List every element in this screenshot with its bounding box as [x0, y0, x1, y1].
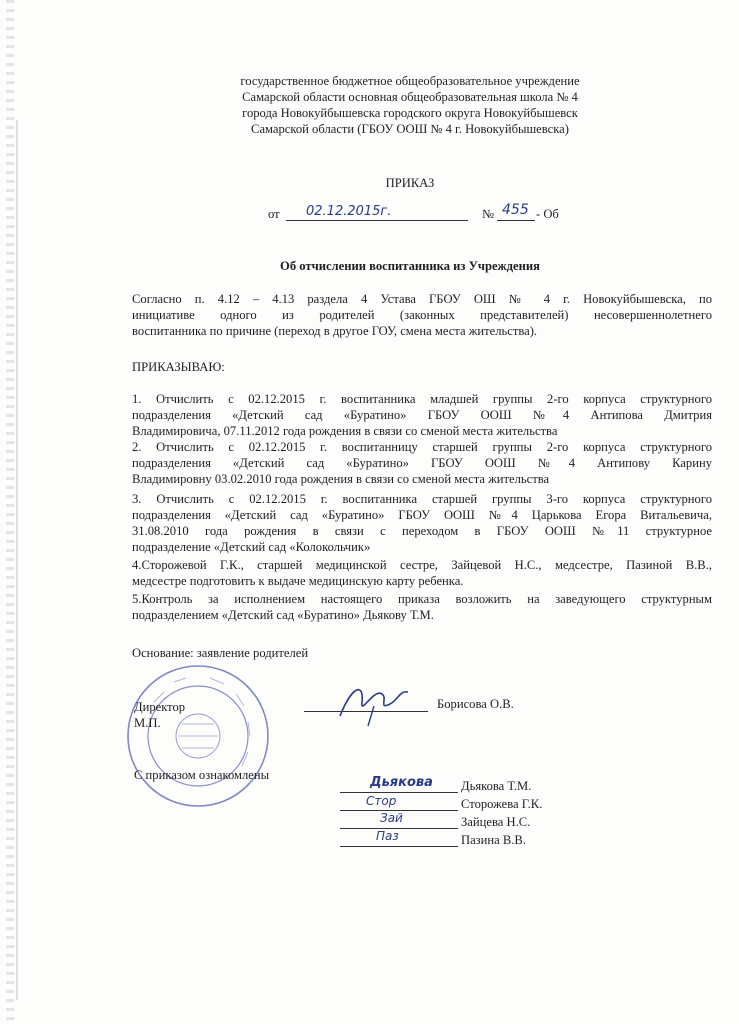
item-line: подразделения «Детский сад «Буратино» ГБОУ ООШ №4 Антипова Дмитрия — [132, 408, 712, 422]
stamp-lettering-marks — [154, 678, 250, 766]
preamble-line-1: Согласно п. 4.12 – 4.13 раздела 4 Устава ГБОУ ОШ № 4 г. Новокуйбышевска, по — [132, 292, 712, 306]
order-word: ПРИКАЗЫВАЮ: — [132, 360, 225, 374]
item-line: подразделением «Детский сад «Буратино» Дьякову Т.М. — [132, 608, 434, 622]
stamp-seal — [124, 662, 272, 810]
basis-line: Основание: заявление родителей — [132, 646, 309, 660]
date-underline — [286, 220, 468, 221]
header-line-3: города Новокуйбышевска городского округа Новокуйбышевск — [242, 106, 578, 120]
item-line: 1. Отчислить с 02.12.2015 г. воспитанника младшей группы 2-го корпуса структурного — [132, 392, 712, 406]
item-line: 3. Отчислить с 02.12.2015 г. воспитанника старшей группы 3-го корпуса структурного — [132, 492, 712, 506]
header-line-4: Самарской области (ГБОУ ООШ № 4 г. Новокуйбышевска) — [251, 122, 569, 136]
item-line: подразделения «Детский сад «Буратино» ГБОУ ООШ №4 Царькова Егора Витальевича, — [132, 508, 712, 522]
preamble-line-2: инициативе одного из родителей (законных представителей) несовершеннолетнего — [132, 308, 712, 322]
scan-edge — [6, 0, 14, 1024]
number-label: № — [482, 207, 495, 221]
acquaint-sign-1: Дьякова — [370, 775, 433, 790]
preamble-line-3: воспитанника по причине (переход в другое ГОУ, смена места жительства). — [132, 324, 538, 338]
number-underline — [497, 220, 535, 221]
item-line: 31.08.2010 года рождения в связи с переходом в ГБОУ ООШ №11 структурное — [132, 524, 712, 538]
acquaint-sign-4: Паз — [376, 829, 399, 843]
director-name: Борисова О.В. — [437, 697, 514, 711]
acquaint-name-4: Пазина В.В. — [461, 833, 526, 847]
item-line: 2. Отчислить с 02.12.2015 г. воспитанницу старшей группы 2-го корпуса структурного — [132, 440, 712, 454]
item-line: Владимировича, 07.11.2012 года рождения в связи со сменой места жительства — [132, 424, 558, 438]
order-number: 455 — [502, 202, 529, 218]
date-label: от — [268, 207, 280, 221]
order-subject: Об отчислении воспитанника из Учреждения — [280, 259, 540, 273]
item-line: медсестре подготовить к выдаче медицинскую карту ребенка. — [132, 574, 464, 588]
acquaint-sign-2: Стор — [366, 794, 397, 808]
director-role: Директор — [134, 700, 186, 714]
item-line: 5.Контроль за исполнением настоящего приказа возложить на заведующего структурным — [132, 592, 712, 606]
acquaint-line — [340, 846, 458, 847]
number-suffix: - Об — [536, 207, 559, 221]
director-signature-icon — [334, 676, 414, 728]
item-line: 4.Сторожевой Г.К., старшей медицинской сестре, Зайцевой Н.С., медсестре, Пазиной В.В., — [132, 558, 712, 572]
item-line: подразделение «Детский сад «Колокольчик» — [132, 540, 371, 554]
item-line: Владимировну 03.02.2010 года рождения в связи со сменой места жительства — [132, 472, 550, 486]
acquaint-sign-3: Зай — [380, 811, 403, 825]
acquaint-name-1: Дьякова Т.М. — [461, 779, 532, 793]
scan-edge-line — [16, 120, 18, 1000]
item-line: подразделения «Детский сад «Буратино» ГБОУ ООШ №4 Антипову Карину — [132, 456, 712, 470]
order-title: ПРИКАЗ — [385, 176, 435, 190]
acquaint-name-3: Зайцева Н.С. — [461, 815, 531, 829]
acquaint-line — [340, 828, 458, 829]
acquaint-line — [340, 792, 458, 793]
acquaint-name-2: Сторожева Г.К. — [461, 797, 543, 811]
header-line-1: государственное бюджетное общеобразовательное учреждение — [240, 74, 580, 88]
mp-label: М.П. — [134, 716, 161, 730]
header-line-2: Самарской области основная общеобразовательная школа № 4 — [242, 90, 578, 104]
order-date: 02.12.2015г. — [306, 204, 392, 219]
acquainted-label: С приказом ознакомлены — [134, 768, 270, 782]
